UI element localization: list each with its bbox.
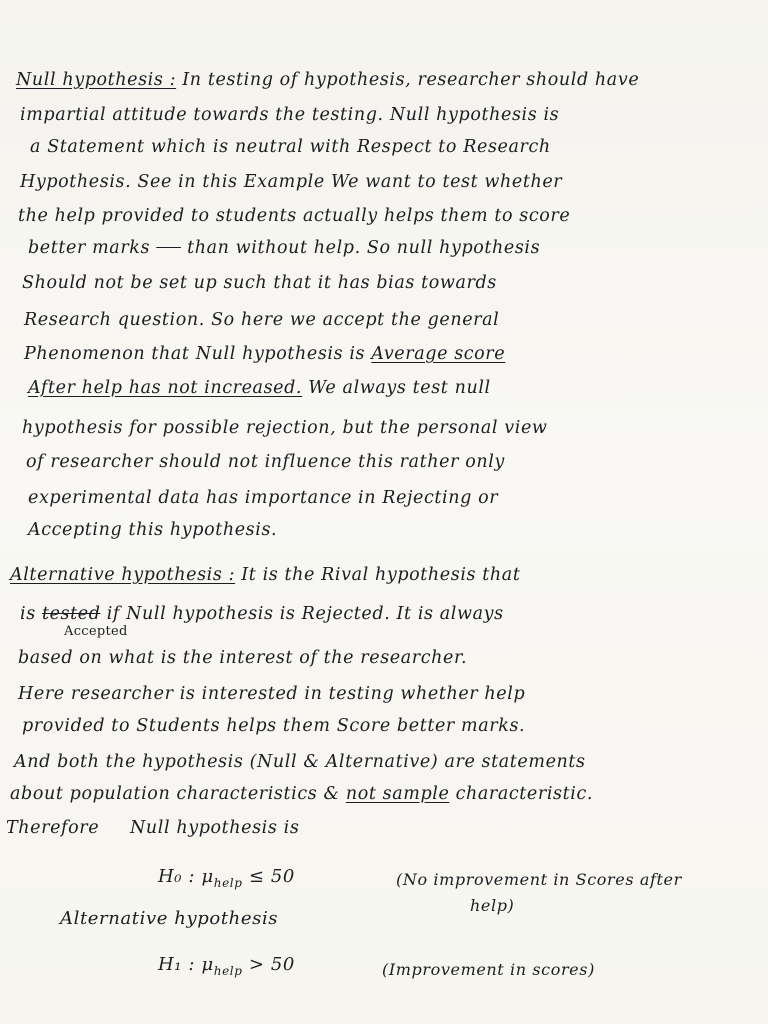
h1-note: (Improvement in scores) bbox=[382, 960, 595, 979]
note-line-18: Here researcher is interested in testing whether help bbox=[18, 684, 526, 704]
h0-note: (No improvement in Scores after bbox=[396, 870, 682, 889]
note-line-15: Alternative hypothesis : It is the Rival hypothesis that bbox=[10, 565, 521, 585]
note-line-14: Accepting this hypothesis. bbox=[28, 520, 278, 540]
alternative-label: Alternative hypothesis bbox=[60, 908, 279, 929]
note-line-7: Should not be set up such that it has bias towards bbox=[22, 273, 497, 293]
note-line-20: And both the hypothesis (Null & Alternative) are statements bbox=[14, 752, 586, 772]
scratched-word bbox=[156, 238, 181, 258]
note-line-13: experimental data has importance in Rejecting or bbox=[28, 488, 499, 508]
note-line-6: better marks than without help. So null hypothesis bbox=[28, 238, 541, 258]
inserted-word: Accepted bbox=[64, 624, 128, 639]
note-line-8: Research question. So here we accept the general bbox=[24, 310, 500, 330]
note-line-16: is tested if Null hypothesis is Rejected. It is always bbox=[20, 604, 504, 624]
note-line-12: of researcher should not influence this rather only bbox=[26, 452, 505, 472]
null-hypothesis-heading: Null hypothesis : bbox=[16, 70, 177, 90]
note-line-4: Hypothesis. See in this Example We want to test whether bbox=[20, 172, 563, 192]
note-line-22: Therefore Null hypothesis is bbox=[6, 818, 300, 838]
note-line-1: Null hypothesis : In testing of hypothesis, researcher should have bbox=[16, 70, 640, 90]
h0-note-2: help) bbox=[470, 896, 515, 915]
h0-formula: H₀ : $\mu_{help} \le 50$ bbox=[158, 866, 295, 890]
alternative-hypothesis-heading: Alternative hypothesis : bbox=[10, 565, 236, 585]
note-line-19: provided to Students helps them Score better marks. bbox=[22, 716, 526, 736]
note-line-9: Phenomenon that Null hypothesis is Average score bbox=[24, 344, 506, 364]
underlined-phrase-2: After help has not increased. bbox=[28, 378, 303, 398]
h1-formula: H₁ : $\mu_{help} > 50$ bbox=[158, 954, 295, 978]
note-line-5: the help provided to students actually helps them to score bbox=[18, 206, 571, 226]
struck-word: tested bbox=[41, 604, 101, 624]
note-line-2: impartial attitude towards the testing. Null hypothesis is bbox=[20, 105, 560, 125]
note-line-11: hypothesis for possible rejection, but the personal view bbox=[22, 418, 548, 438]
note-line-10: After help has not increased. We always test null bbox=[28, 378, 491, 398]
underlined-phrase: Average score bbox=[371, 344, 506, 364]
note-line-17: based on what is the interest of the researcher. bbox=[18, 648, 468, 668]
note-line-21: about population characteristics & not sample characteristic. bbox=[10, 784, 594, 804]
underlined-not-sample: not sample bbox=[345, 784, 450, 804]
note-line-3: a Statement which is neutral with Respect to Research bbox=[30, 137, 551, 157]
